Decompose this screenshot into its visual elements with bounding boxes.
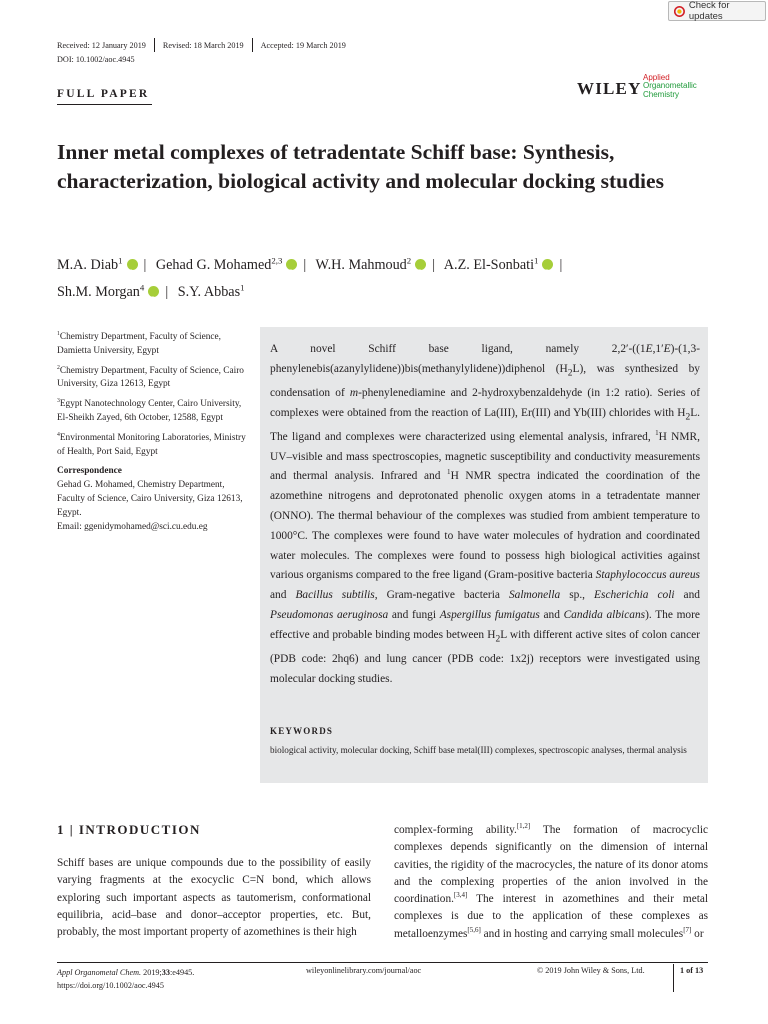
abstract-run: H NMR spectra indicated the coordination of the azomethine nitrogens and deprotonated phenolic oxygen atoms in a tetradentate manner (ONNO). The thermal behaviour of the complexes was studied from ambient temperature to 1000°C. The complexes were found to have water molecules of hydration and coordinated water molecules. The complexes were found to possess high biological activities against various organisms compared to the free ligand (Gram-positive bacteria — [270, 470, 700, 582]
affiliation-text: Environmental Monitoring Laboratories, Ministry of Health, Port Said, Egypt — [57, 432, 246, 457]
correspondence-email[interactable]: Email: ggenidymohamed@sci.cu.edu.eg — [57, 521, 208, 532]
author-separator: | — [559, 257, 563, 273]
journal-logo-line: Chemistry — [643, 89, 680, 99]
footer-issue: :e4945. — [169, 968, 195, 977]
abstract-run: and — [270, 589, 296, 602]
affiliation-number: 1 — [57, 330, 60, 337]
correspondence-address: Gehad G. Mohamed, Chemistry Department, Faculty of Science, Cairo University, Giza 12613, Egypt. — [57, 480, 243, 518]
species-name: Salmonella — [508, 589, 561, 602]
footer-citation — [57, 966, 194, 992]
abstract-italic: m — [349, 386, 359, 399]
received-date: Received: 12 January 2019 — [57, 40, 146, 50]
author-name[interactable]: W.H. Mahmoud — [315, 257, 407, 273]
author-affil-sup: 4 — [139, 282, 145, 293]
affiliation-number: 4 — [57, 431, 60, 438]
footer-year: 2019; — [141, 968, 162, 977]
affiliation-item — [57, 331, 247, 359]
author-separator: | — [165, 284, 169, 300]
keywords-heading: KEYWORDS — [270, 726, 334, 736]
abstract-run: -phenylenediamine and 2-hydroxybenzaldehyde (in 1:2 ratio). Series of complexes were obtained from the reaction of La(III), Er(III) and Yb(III) chlorides with H — [270, 386, 700, 419]
abstract-run: L with different active sites of colon cancer (PDB code: 2hq6) and lung cancer (PDB code: 1x2j) receptors were investigated using molecular docking studies. — [270, 628, 700, 685]
abstract-italic: E — [645, 343, 653, 355]
author-list — [57, 252, 717, 306]
body-run: complex-forming ability. — [394, 824, 517, 836]
body-column-right — [394, 822, 708, 943]
body-run: and in hosting and carrying small molecules — [480, 927, 684, 940]
abstract-run: sp., — [560, 589, 595, 602]
citation-ref[interactable]: [7] — [683, 926, 692, 935]
author-affil-sup: 2,3 — [271, 255, 283, 266]
affiliation-text: Egypt Nanotechnology Center, Cairo University, El-Sheikh Zayed, 6th October, 12588, Egypt — [57, 399, 242, 423]
footer-site-link[interactable]: wileyonlinelibrary.com/journal/aoc — [306, 966, 422, 975]
journal-logo-line: Applied — [643, 73, 670, 82]
citation-ref[interactable]: [3,4] — [453, 891, 468, 900]
date-divider — [154, 38, 155, 52]
affiliation-item — [57, 365, 247, 393]
species-name: Escherichia coli — [594, 589, 675, 602]
affiliations — [57, 331, 247, 534]
abstract-run: ,1′ — [652, 343, 664, 355]
abstract-run: , Gram-negative bacteria — [374, 589, 509, 602]
check-for-updates-badge[interactable] — [668, 1, 766, 21]
orcid-icon[interactable] — [148, 286, 159, 297]
article-type-underline — [57, 104, 152, 105]
affiliation-number: 2 — [57, 364, 60, 371]
keywords-text: biological activity, molecular docking, Schiff base metal(III) complexes, spectroscopic analyses, thermal analysis — [270, 745, 687, 755]
author-affil-sup: 1 — [240, 282, 245, 293]
abstract-superscript: 1 — [447, 468, 451, 477]
affiliation-text: Chemistry Department, Faculty of Science, Damietta University, Egypt — [57, 332, 221, 356]
body-run: or — [691, 927, 704, 940]
author-name[interactable]: M.A. Diab — [57, 257, 119, 273]
orcid-icon[interactable] — [542, 259, 553, 270]
correspondence-heading: Correspondence — [57, 466, 122, 477]
article-type: FULL PAPER — [57, 88, 150, 100]
footer-copyright: © 2019 John Wiley & Sons, Ltd. — [537, 966, 645, 975]
page-number: 1 of 13 — [680, 966, 704, 975]
abstract-run: )-(1,3-phenylenebis(azanylylidene))bis(methanylylidene))diphenol (H — [270, 343, 700, 375]
crossmark-icon — [674, 6, 685, 17]
affiliation-text: Chemistry Department, Faculty of Science, Cairo University, Giza 12613, Egypt — [57, 365, 244, 390]
doi-label: DOI: 10.1002/aoc.4945 — [57, 55, 135, 64]
abstract-run: H NMR, UV–visible and mass spectroscopies, magnetic susceptibility and conductivity measurements and thermal analysis. Infrared and — [270, 430, 700, 483]
abstract-run: A novel Schiff base ligand, namely 2,2′-((1 — [270, 343, 646, 355]
abstract-run: and fungi — [388, 608, 440, 621]
abstract-run: ). The more effective and probable binding modes between H — [270, 608, 700, 641]
abstract-subscript: 2 — [495, 634, 501, 644]
orcid-icon[interactable] — [415, 259, 426, 270]
author-separator: | — [432, 257, 436, 273]
publisher-logo: WILEY — [577, 79, 642, 98]
orcid-icon[interactable] — [127, 259, 138, 270]
footer-journal: Appl Organometal Chem. — [57, 968, 142, 977]
check-for-updates-label: Check for updates — [688, 0, 730, 22]
citation-ref[interactable]: [1,2] — [516, 822, 531, 831]
author-name[interactable]: A.Z. El-Sonbati — [443, 257, 535, 273]
article-dates — [57, 38, 346, 52]
accepted-date: Accepted: 19 March 2019 — [260, 40, 346, 50]
abstract-run: and — [674, 589, 700, 602]
revised-date: Revised: 18 March 2019 — [162, 40, 244, 50]
section-heading: 1 | INTRODUCTION — [57, 822, 201, 837]
affiliation-item — [57, 398, 247, 426]
author-name[interactable]: Sh.M. Morgan — [57, 284, 140, 300]
author-separator: | — [143, 257, 147, 273]
journal-logo — [643, 74, 697, 99]
body-run: The interest in azomethines and their metal complexes is due to the application of these complexes as metalloenzymes — [394, 893, 708, 940]
abstract-subscript: 2 — [567, 368, 573, 379]
author-separator: | — [303, 257, 307, 273]
abstract-run: L), was synthesized by condensation of — [270, 362, 700, 399]
species-name: Staphylococcus aureus — [595, 569, 700, 582]
abstract-superscript: 1 — [655, 428, 659, 437]
species-name: Bacillus subtilis — [295, 589, 375, 602]
date-divider — [252, 38, 253, 52]
affiliation-number: 3 — [57, 398, 60, 405]
species-name: Candida albicans — [563, 608, 646, 621]
abstract-subscript: 2 — [685, 411, 691, 422]
abstract-text — [270, 340, 700, 689]
abstract-run: and — [539, 608, 564, 621]
author-name[interactable]: Gehad G. Mohamed — [155, 257, 272, 273]
author-name[interactable]: S.Y. Abbas — [177, 284, 241, 300]
species-name: Pseudomonas aeruginosa — [270, 608, 389, 621]
author-affil-sup: 1 — [534, 255, 539, 266]
orcid-icon[interactable] — [286, 259, 297, 270]
author-affil-sup: 1 — [118, 255, 123, 266]
article-title: Inner metal complexes of tetradentate Schiff base: Synthesis, characterization, biological activity and molecular docking studies — [57, 140, 664, 193]
footer-rule — [57, 962, 708, 963]
abstract-italic: E — [663, 343, 671, 355]
journal-logo-line: Organometallic — [643, 81, 697, 91]
footer-volume: 33 — [161, 968, 170, 977]
author-affil-sup: 2 — [406, 255, 412, 266]
footer-divider — [673, 964, 674, 992]
citation-ref[interactable]: [5,6] — [467, 926, 481, 935]
abstract-run: L. The ligand and complexes were characterized using elemental analysis, infrared, — [270, 406, 700, 443]
species-name: Aspergillus fumigatus — [439, 608, 540, 621]
body-run: The formation of macrocyclic complexes depends significantly on the dimension of internal cavities, the rigidity of the macrocycles, the nature of its donor atoms and the complexing properties of the anion involved in the coordination. — [394, 824, 708, 906]
footer-citation-line — [57, 966, 194, 979]
affiliation-item — [57, 432, 247, 460]
footer-doi-link[interactable]: https://doi.org/10.1002/aoc.4945 — [57, 981, 164, 990]
body-column-left: Schiff bases are unique compounds due to the possibility of easily varying fragments at the exocyclic C=N bond, which allows exploring such important aspects as tautomerism, conformational equilibria, acid–base and donor–acceptor properties, etc. But, probably, the most important property of azomethines is their high — [57, 857, 371, 939]
